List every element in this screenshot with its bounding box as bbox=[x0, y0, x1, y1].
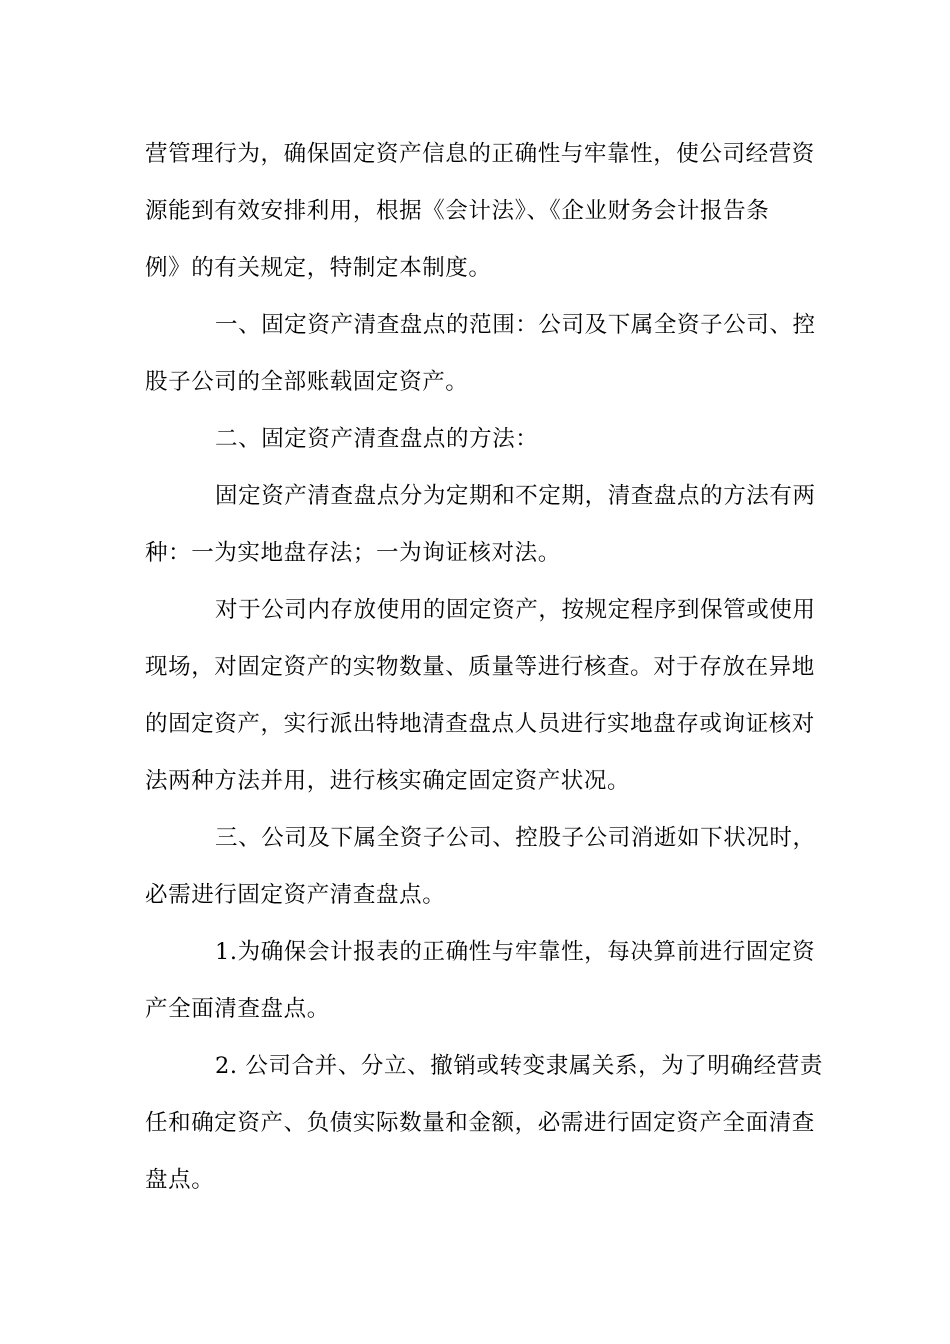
paragraph-line: 盘点。 bbox=[145, 1167, 215, 1193]
list-item-line: 2. 公司合并、分立、撤销或转变隶属关系，为了明确经营责 bbox=[215, 1053, 823, 1079]
paragraph-line: 种：一为实地盘存法；一为询证核对法。 bbox=[145, 540, 561, 566]
paragraph-line: 营管理行为，确保固定资产信息的正确性与牢靠性，使公司经营资 bbox=[145, 141, 815, 167]
paragraph-line: 对于公司内存放使用的固定资产，按规定程序到保管或使用 bbox=[215, 597, 816, 623]
section-heading-line: 一、固定资产清查盘点的范围：公司及下属全资子公司、控 bbox=[215, 312, 816, 338]
section-heading-line: 三、公司及下属全资子公司、控股子公司消逝如下状况时， bbox=[215, 825, 816, 851]
list-item-line: 1.为确保会计报表的正确性与牢靠性，每决算前进行固定资 bbox=[215, 939, 816, 965]
paragraph-line: 的固定资产，实行派出特地清查盘点人员进行实地盘存或询证核对 bbox=[145, 711, 815, 737]
paragraph-line: 产全面清查盘点。 bbox=[145, 996, 330, 1022]
paragraph-line: 例》的有关规定，特制定本制度。 bbox=[145, 255, 492, 281]
paragraph-line: 必需进行固定资产清查盘点。 bbox=[145, 882, 446, 908]
paragraph-line: 股子公司的全部账载固定资产。 bbox=[145, 369, 469, 395]
paragraph-line: 法两种方法并用，进行核实确定固定资产状况。 bbox=[145, 768, 631, 794]
section-heading-line: 二、固定资产清查盘点的方法： bbox=[215, 426, 539, 452]
paragraph-line: 现场，对固定资产的实物数量、质量等进行核查。对于存放在异地 bbox=[145, 654, 815, 680]
paragraph-line: 固定资产清查盘点分为定期和不定期，清查盘点的方法有两 bbox=[215, 483, 816, 509]
paragraph-line: 任和确定资产、负债实际数量和金额，必需进行固定资产全面清查 bbox=[145, 1110, 815, 1136]
paragraph-line: 源能到有效安排利用，根据《会计法》、《企业财务会计报告条 bbox=[145, 198, 770, 224]
